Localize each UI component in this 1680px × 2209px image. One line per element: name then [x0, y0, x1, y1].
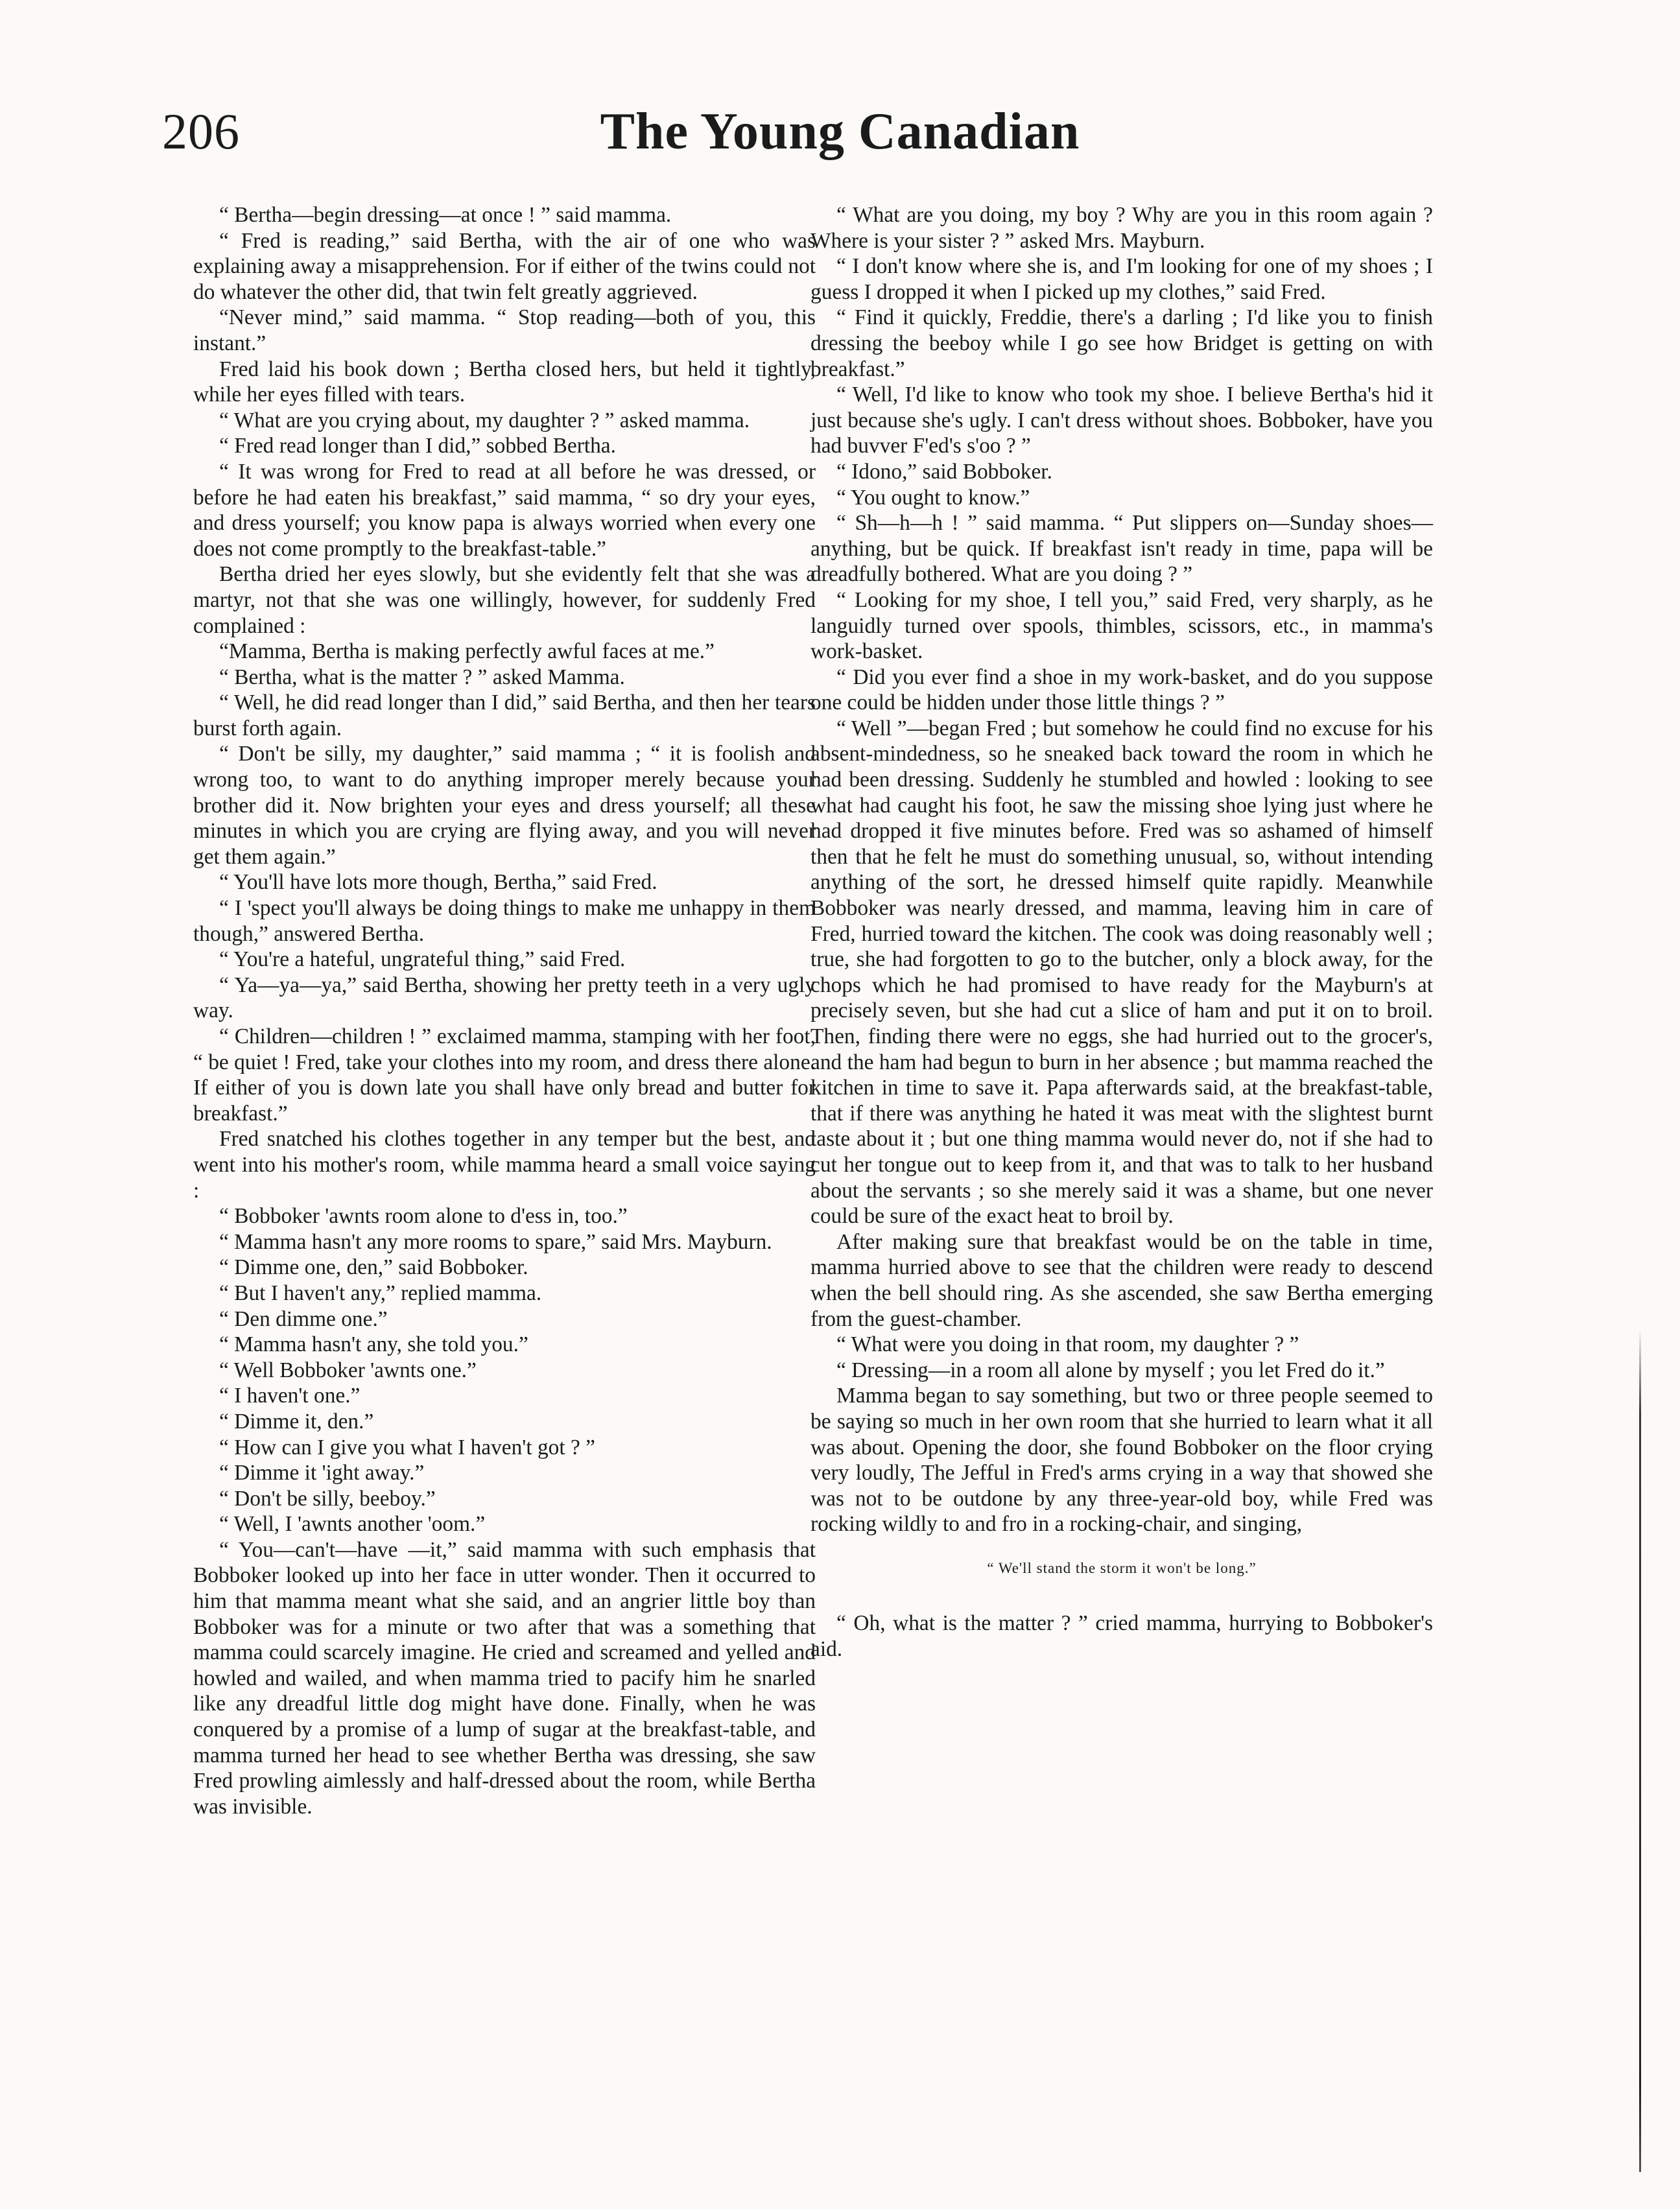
- paragraph: “ Sh—h—h ! ” said mamma. “ Put slippers on—Sunday shoes—anything, but be quick. If breakfast isn't ready in time, papa will be dreadfully bothered. What are you doing ? ”: [810, 511, 1433, 587]
- paragraph: “ Bobboker 'awnts room alone to d'ess in, too.”: [219, 1204, 628, 1229]
- paragraph: “ Did you ever find a shoe in my work-basket, and do you suppose one could be hidden under those little things ? ”: [810, 665, 1433, 715]
- right-column: [810, 202, 1433, 1662]
- paragraph: “ How can I give you what I haven't got ? ”: [219, 1435, 595, 1459]
- paragraph: “ I haven't one.”: [219, 1384, 361, 1408]
- paragraph: “ Don't be silly, beeboy.”: [219, 1486, 436, 1511]
- paragraph: “ Dimme it, den.”: [219, 1409, 374, 1434]
- margin-rule: [1639, 1329, 1641, 2172]
- paragraph: “ Dressing—in a room all alone by myself ; you let Fred do it.”: [836, 1358, 1385, 1382]
- paragraph: “ Fred read longer than I did,” sobbed Bertha.: [219, 434, 616, 458]
- paragraph: “ I 'spect you'll always be doing things to make me unhappy in them though,” answered Bertha.: [193, 896, 816, 946]
- paragraph: “ It was wrong for Fred to read at all before he was dressed, or before he had eaten his breakfast,” said mamma, “ so dry your eyes, and dress yourself; you know papa is always worried when every one does not come promptly to the breakfast-table.”: [193, 459, 816, 561]
- paragraph: “ Dimme one, den,” said Bobboker.: [219, 1255, 528, 1280]
- paragraph: “ Idono,” said Bobboker.: [836, 459, 1052, 484]
- paragraph: “ But I haven't any,” replied mamma.: [219, 1281, 542, 1305]
- paragraph: “ Bertha, what is the matter ? ” asked Mamma.: [219, 665, 625, 689]
- paragraph: “ You're a hateful, ungrateful thing,” said Fred.: [219, 947, 626, 972]
- paragraph: After making sure that breakfast would be on the table in time, mamma hurried above to see that the children were ready to descend when the bell should ring. As she ascended, she saw Bertha emerging from the guest-chamber.: [810, 1229, 1433, 1331]
- paragraph: “ Mamma hasn't any more rooms to spare,” said Mrs. Mayburn.: [219, 1229, 772, 1254]
- paragraph: “ Bertha—begin dressing—at once ! ” said mamma.: [219, 203, 672, 227]
- paragraph: “ Well, I'd like to know who took my shoe. I believe Bertha's hid it just because she's ugly. I can't dress without shoes. Bobboker, have you had buvver F'ed's s'oo ? ”: [810, 383, 1433, 458]
- paragraph: “ Mamma hasn't any, she told you.”: [219, 1332, 528, 1357]
- paragraph: “ You ought to know.”: [836, 485, 1030, 510]
- paragraph: “ You'll have lots more though, Bertha,” said Fred.: [219, 870, 657, 895]
- paragraph: “ What are you crying about, my daughter ? ” asked mamma.: [219, 408, 750, 432]
- paragraph: “ Well ”—began Fred ; but somehow he could find no excuse for his absent-mindedness, so he sneaked back toward the room in which he had been dressing. Suddenly he stumbled and howled : looking to see what had caught his foot, he saw the missing shoe lying just where he had dropped it five minutes before. Fred was so ashamed of himself then that he felt he must do something unusual, so, without intending anything of the sort, he dressed himself quite rapidly. Meanwhile Bobboker was nearly dressed, and mamma, leaving him in care of Fred, hurried toward the kitchen. The cook was doing reasonably well ; true, she had forgotten to go to the butcher, only a block away, for the chops which he had promised to have ready for the Mayburn's at precisely seven, but she had cut a slice of ham and put it on to broil. Then, finding there were no eggs, she had hurried out to the grocer's, and the ham had begun to burn in her absence ; but mamma reached the kitchen in time to save it. Papa afterwards said, at the breakfast-table, that if there was anything he hated it was meat with the slightest burnt taste about it ; but one thing mamma would never do, not if she had to cut her tongue out to keep from it, and that was to talk to her husband about the servants ; so she merely said it was a shame, but one never could be sure of the exact heat to broil by.: [810, 716, 1433, 1229]
- paragraph: “ Children—children ! ” exclaimed mamma, stamping with her foot, “ be quiet ! Fred, take your clothes into my room, and dress there alone. If either of you is down late you shall have only bread and butter for breakfast.”: [193, 1024, 816, 1126]
- paragraph: “ You—can't—have —it,” said mamma with such emphasis that Bobboker looked up into her face in utter wonder. Then it occurred to him that mamma meant what she said, and an angrier little boy than Bobboker was for a minute or two after that was a something that mamma could scarcely imagine. He cried and screamed and yelled and howled and wailed, and when mamma tried to pacify him he snarled like any dreadful little dog might have done. Finally, when he was conquered by a promise of a lump of sugar at the breakfast-table, and mamma turned her head to see whether Bertha was dressing, she saw Fred prowling aimlessly and half-dressed about the room, while Bertha was invisible.: [193, 1537, 816, 1819]
- paragraph: “ What are you doing, my boy ? Why are you in this room again ? Where is your sister ? ” asked Mrs. Mayburn.: [810, 203, 1433, 253]
- paragraph: Fred laid his book down ; Bertha closed hers, but held it tightly, while her eyes filled with tears.: [193, 357, 816, 407]
- paragraph: “Mamma, Bertha is making perfectly awful faces at me.”: [219, 639, 715, 664]
- page-number: 206: [162, 103, 240, 159]
- left-column: [193, 202, 816, 1819]
- paragraph: “ What were you doing in that room, my daughter ? ”: [836, 1332, 1299, 1357]
- paragraph: Bertha dried her eyes slowly, but she evidently felt that she was a martyr, not that she was one willingly, however, for suddenly Fred complained :: [193, 562, 816, 638]
- paragraph: “ Find it quickly, Freddie, there's a darling ; I'd like you to finish dressing the beeboy while I go see how Bridget is getting on with breakfast.”: [810, 305, 1433, 381]
- paragraph: “ Ya—ya—ya,” said Bertha, showing her pretty teeth in a very ugly way.: [193, 973, 816, 1023]
- running-head: The Young Canadian: [600, 103, 1080, 160]
- paragraph: “ Well, he did read longer than I did,” said Bertha, and then her tears burst forth again.: [193, 691, 816, 740]
- song-verse: “ We'll stand the storm it won't be long.”: [987, 1559, 1257, 1576]
- paragraph: “ Dimme it 'ight away.”: [219, 1461, 425, 1485]
- paragraph: “ I don't know where she is, and I'm looking for one of my shoes ; I guess I dropped it when I picked up my clothes,” said Fred.: [810, 254, 1433, 304]
- paragraph: “Never mind,” said mamma. “ Stop reading—both of you, this instant.”: [193, 305, 816, 355]
- paragraph: Mamma began to say something, but two or three people seemed to be saying so much in her own room that she hurried to learn what it all was about. Opening the door, she found Bobboker on the floor crying very loudly, The Jefful in Fred's arms crying in a way that showed she was not to be outdone by any three-year-old boy, while Fred was rocking wildly to and fro in a rocking-chair, and singing,: [810, 1384, 1433, 1537]
- paragraph: “ Well, I 'awnts another 'oom.”: [219, 1512, 486, 1537]
- paragraph: “ Don't be silly, my daughter,” said mamma ; “ it is foolish and wrong too, to want to do anything improper merely because your brother did it. Now brighten your eyes and dress yourself; all these minutes in which you are crying are flying away, and you will never get them again.”: [193, 742, 816, 869]
- paragraph: “ Looking for my shoe, I tell you,” said Fred, very sharply, as he languidly turned over spools, thimbles, scissors, etc., in mamma's work-basket.: [810, 587, 1433, 664]
- paragraph: “ Oh, what is the matter ? ” cried mamma, hurrying to Bobboker's aid.: [810, 1611, 1433, 1662]
- paragraph: “ Fred is reading,” said Bertha, with the air of one who was explaining away a misapprehension. For if either of the twins could not do whatever the other did, that twin felt greatly aggrieved.: [193, 228, 816, 304]
- paragraph: “ Den dimme one.”: [219, 1306, 388, 1331]
- paragraph: Fred snatched his clothes together in any temper but the best, and went into his mother's room, while mamma heard a small voice saying :: [193, 1127, 816, 1203]
- paragraph: “ Well Bobboker 'awnts one.”: [219, 1358, 477, 1382]
